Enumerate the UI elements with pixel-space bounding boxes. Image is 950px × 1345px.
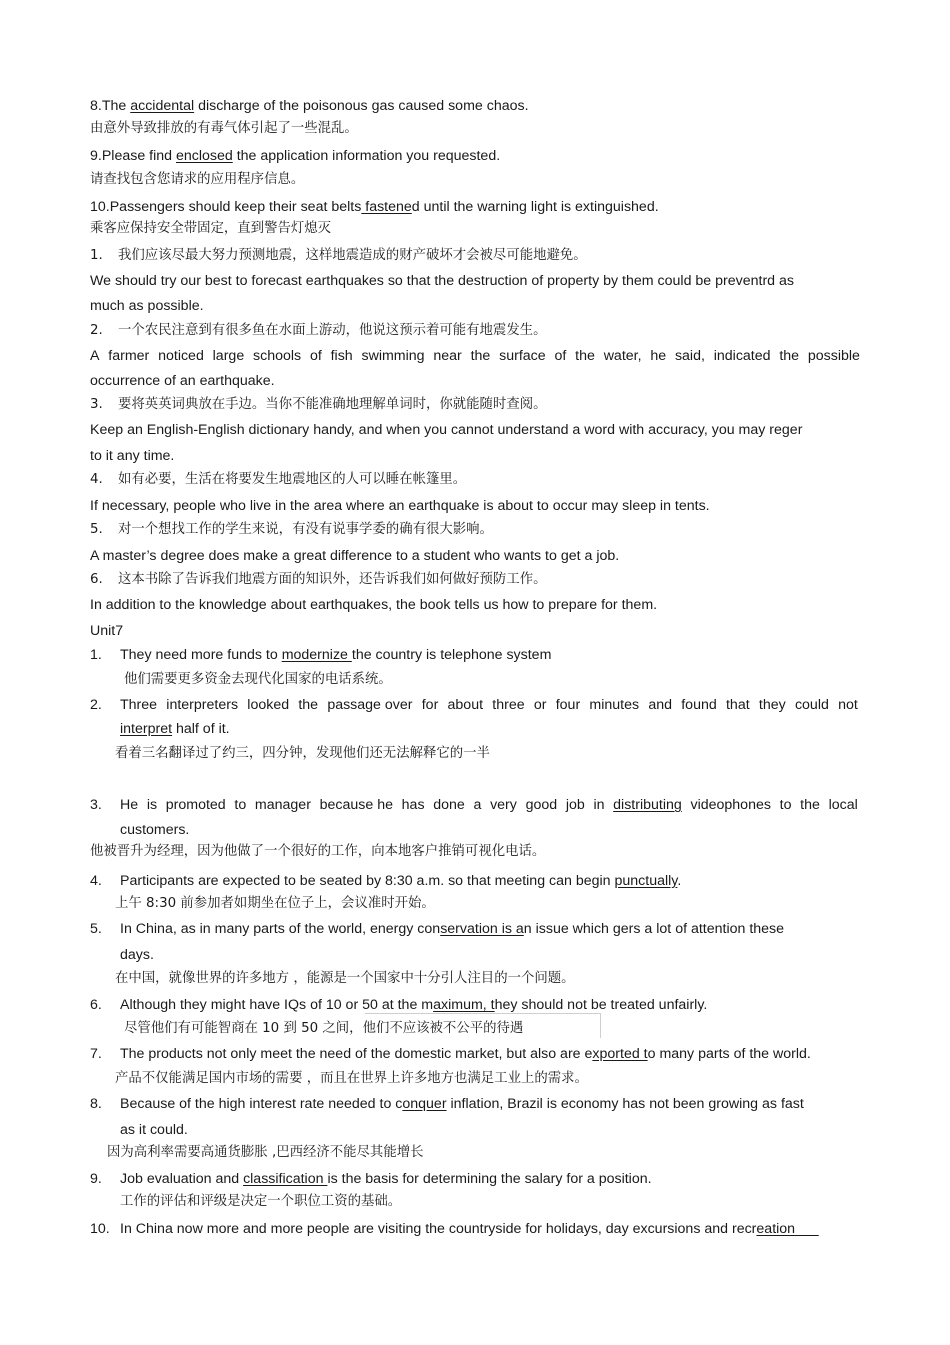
translation-2-chinese: 2. 一个农民注意到有很多鱼在水面上游动，他说这预示着可能有地震发生。	[90, 323, 547, 338]
vocab-word: onquer	[402, 1096, 447, 1112]
translation-3-english: Keep an English-English dictionary handy, and when you cannot understand a word with accuracy, you may reger	[90, 422, 803, 438]
translation-1-english: We should try our best to forecast earthquakes so that the destruction of property by them could be preventrd as	[90, 273, 794, 289]
translation-1-english-cont: much as possible.	[90, 298, 204, 314]
unit7-item-8-english-cont: as it could.	[120, 1122, 188, 1138]
sentence-8-chinese: 由意外导致排放的有毒气体引起了一些混乱。	[90, 121, 358, 136]
translation-3-chinese: 3. 要将英英词典放在手边。当你不能准确地理解单词时，你就能随时查阅。	[90, 397, 547, 412]
vocab-word: fastene	[361, 199, 412, 215]
sentence-9-english: 9.Please find enclosed the application information you requested.	[90, 148, 501, 164]
vocab-word: classification	[243, 1171, 328, 1187]
unit7-item-3-english: 3. He is promoted to manager because he has done a very good job in distributing videophones to the local	[90, 797, 858, 813]
unit7-item-1-english: 1. They need more funds to modernize the country is telephone system	[90, 647, 552, 663]
vocab-word: interpret	[120, 721, 173, 737]
translation-2-english-cont: occurrence of an earthquake.	[90, 373, 275, 389]
translation-3-english-cont: to it any time.	[90, 448, 175, 464]
unit7-item-8-chinese: 因为高利率需要高通货膨胀 ,巴西经济不能尽其能增长	[107, 1145, 424, 1160]
vocab-word: enclosed	[175, 148, 233, 164]
unit7-item-2-english: 2. Three interpreters looked the passage over for about three or four minutes and found that they could not	[90, 697, 858, 713]
unit7-item-5-chinese: 在中国，就像世界的许多地方 ，能源是一个国家中十分引人注目的一个问题。	[115, 971, 575, 986]
unit7-item-7-chinese: 产品不仅能满足国内市场的需要 ，而且在世界上许多地方也满足工业上的需求。	[115, 1071, 588, 1086]
unit7-item-3-english-cont: customers.	[120, 822, 190, 838]
unit7-item-6-chinese: 尽管他们有可能智商在 10 到 50 之间，他们不应该被不公平的待遇	[124, 1021, 524, 1036]
vocab-word: aximum, t	[433, 997, 495, 1013]
translation-6-chinese: 6. 这本书除了告诉我们地震方面的知识外，还告诉我们如何做好预防工作。	[90, 572, 547, 587]
vocab-word: servation is a	[440, 921, 524, 937]
unit-heading: Unit7	[90, 623, 124, 639]
unit7-item-8-english: 8. Because of the high interest rate needed to conquer inflation, Brazil is economy has not been growing as fast	[90, 1096, 804, 1112]
vocab-word: xported t	[592, 1046, 648, 1062]
unit7-item-2-english-cont: interpret half of it.	[120, 721, 230, 737]
unit7-item-6-english: 6. Although they might have IQs of 10 or 50 at the maximum, they should not be treated unfairly.	[90, 997, 708, 1013]
vocab-word: modernize	[281, 647, 352, 663]
sentence-10-english: 10.Passengers should keep their seat belts fastened until the warning light is extinguished.	[90, 199, 659, 215]
sentence-9-chinese: 请查找包含您请求的应用程序信息。	[90, 172, 305, 187]
translation-2-english: A farmer noticed large schools of fish swimming near the surface of the water, he said, indicated the possible	[90, 348, 860, 364]
translation-5-chinese: 5. 对一个想找工作的学生来说，有没有说事学委的确有很大影响。	[90, 522, 493, 537]
unit7-item-1-chinese: 他们需要更多资金去现代化国家的电话系统。	[124, 672, 392, 687]
sentence-10-chinese: 乘客应保持安全带固定，直到警告灯熄灭	[90, 221, 332, 236]
unit7-item-7-english: 7. The products not only meet the need of the domestic market, but also are exported to many parts of the world.	[90, 1046, 811, 1062]
translation-1-chinese: 1. 我们应该尽最大努力预测地震，这样地震造成的财产破坏才会被尽可能地避免。	[90, 248, 587, 263]
vocab-word: distributing	[613, 797, 682, 813]
unit7-item-5-english: 5. In China, as in many parts of the world, energy conservation is an issue which gers a lot of attention these	[90, 921, 785, 937]
sentence-8-english: 8.The accidental discharge of the poisonous gas caused some chaos.	[90, 98, 529, 114]
unit7-item-4-chinese: 上午 8:30 前参加者如期坐在位子上，会议准时开始。	[115, 896, 435, 911]
unit7-item-5-english-cont: days.	[120, 947, 154, 963]
unit7-item-9-chinese: 工作的评估和评级是决定一个职位工资的基础。	[120, 1194, 402, 1209]
vocab-word: punctually	[614, 873, 678, 889]
translation-5-english: A master’s degree does make a great difference to a student who wants to get a job.	[90, 548, 620, 564]
unit7-item-10-english: 10. In China now more and more people are visiting the countryside for holidays, day excursions and recreation	[90, 1221, 819, 1237]
vocab-word: accidental	[130, 98, 195, 114]
unit7-item-9-english: 9. Job evaluation and classification is the basis for determining the salary for a position.	[90, 1171, 652, 1187]
unit7-item-2-chinese: 看着三名翻译过了约三，四分钟，发现他们还无法解释它的一半	[115, 746, 490, 761]
translation-4-chinese: 4. 如有必要，生活在将要发生地震地区的人可以睡在帐篷里。	[90, 472, 467, 487]
translation-6-english: In addition to the knowledge about earthquakes, the book tells us how to prepare for them.	[90, 597, 658, 613]
unit7-item-3-chinese: 他被晋升为经理，因为他做了一个很好的工作，向本地客户推销可视化电话。	[90, 844, 546, 859]
unit7-item-4-english: 4. Participants are expected to be seated by 8:30 a.m. so that meeting can begin punctually.	[90, 873, 682, 889]
translation-4-english: If necessary, people who live in the area where an earthquake is about to occur may sleep in tents.	[90, 498, 710, 514]
vocab-word: eation	[756, 1221, 819, 1237]
